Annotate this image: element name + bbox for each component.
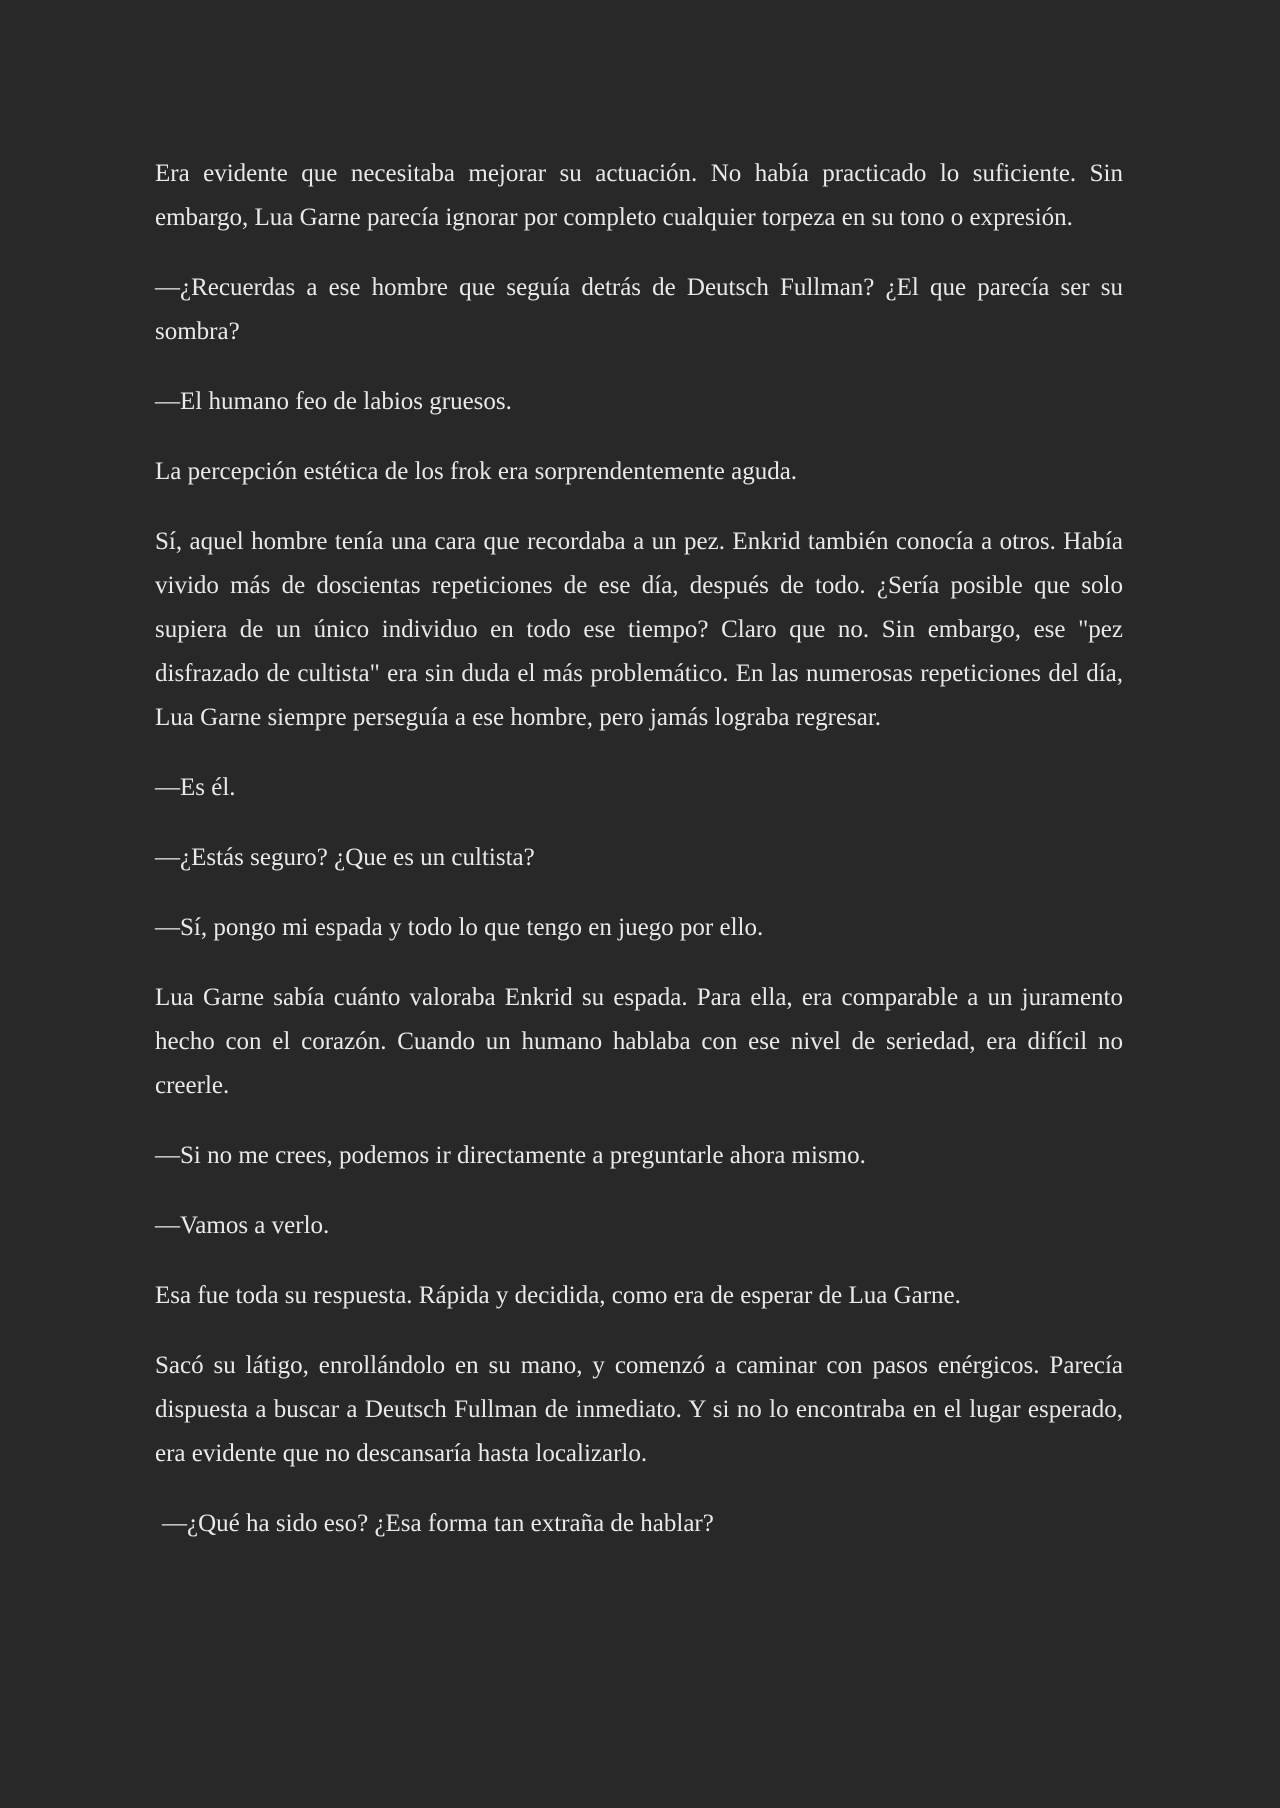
- paragraph: —Sí, pongo mi espada y todo lo que tengo en juego por ello.: [155, 914, 764, 941]
- paragraph: —Es él.: [155, 774, 236, 801]
- paragraph: —El humano feo de labios gruesos.: [155, 388, 512, 415]
- paragraph: La percepción estética de los frok era sorprendentemente aguda.: [155, 458, 798, 485]
- paragraph: —¿Qué ha sido eso? ¿Esa forma tan extraña de hablar?: [162, 1510, 714, 1537]
- paragraph: Sí, aquel hombre tenía una cara que recordaba a un pez. Enkrid también conocía a otros. Había vivido más de doscientas repeticiones de ese día, después de todo. ¿Sería posible que solo supiera de un único individuo en todo ese tiempo? Claro que no. Sin embargo, ese "pez disfrazado de cultista" era sin duda el más problemático. En las numerosas repeticiones del día, Lua Garne siempre perseguía a ese hombre, pero jamás lograba regresar.: [155, 528, 1123, 731]
- paragraph: —¿Recuerdas a ese hombre que seguía detrás de Deutsch Fullman? ¿El que parecía ser su sombra?: [155, 274, 1123, 345]
- paragraph: Esa fue toda su respuesta. Rápida y decidida, como era de esperar de Lua Garne.: [155, 1282, 961, 1309]
- paragraph: Lua Garne sabía cuánto valoraba Enkrid su espada. Para ella, era comparable a un juramento hecho con el corazón. Cuando un humano hablaba con ese nivel de seriedad, era difícil no creerle.: [155, 984, 1123, 1099]
- paragraph: Era evidente que necesitaba mejorar su actuación. No había practicado lo suficiente. Sin embargo, Lua Garne parecía ignorar por completo cualquier torpeza en su tono o expresión.: [155, 160, 1123, 231]
- reader-page: [155, 152, 1123, 1572]
- paragraph: —Si no me crees, podemos ir directamente a preguntarle ahora mismo.: [155, 1142, 866, 1169]
- paragraph: —Vamos a verlo.: [155, 1212, 330, 1239]
- paragraph: Sacó su látigo, enrollándolo en su mano, y comenzó a caminar con pasos enérgicos. Parecía dispuesta a buscar a Deutsch Fullman de inmediato. Y si no lo encontraba en el lugar esperado, era evidente que no descansaría hasta localizarlo.: [155, 1352, 1123, 1467]
- paragraph: —¿Estás seguro? ¿Que es un cultista?: [155, 844, 535, 871]
